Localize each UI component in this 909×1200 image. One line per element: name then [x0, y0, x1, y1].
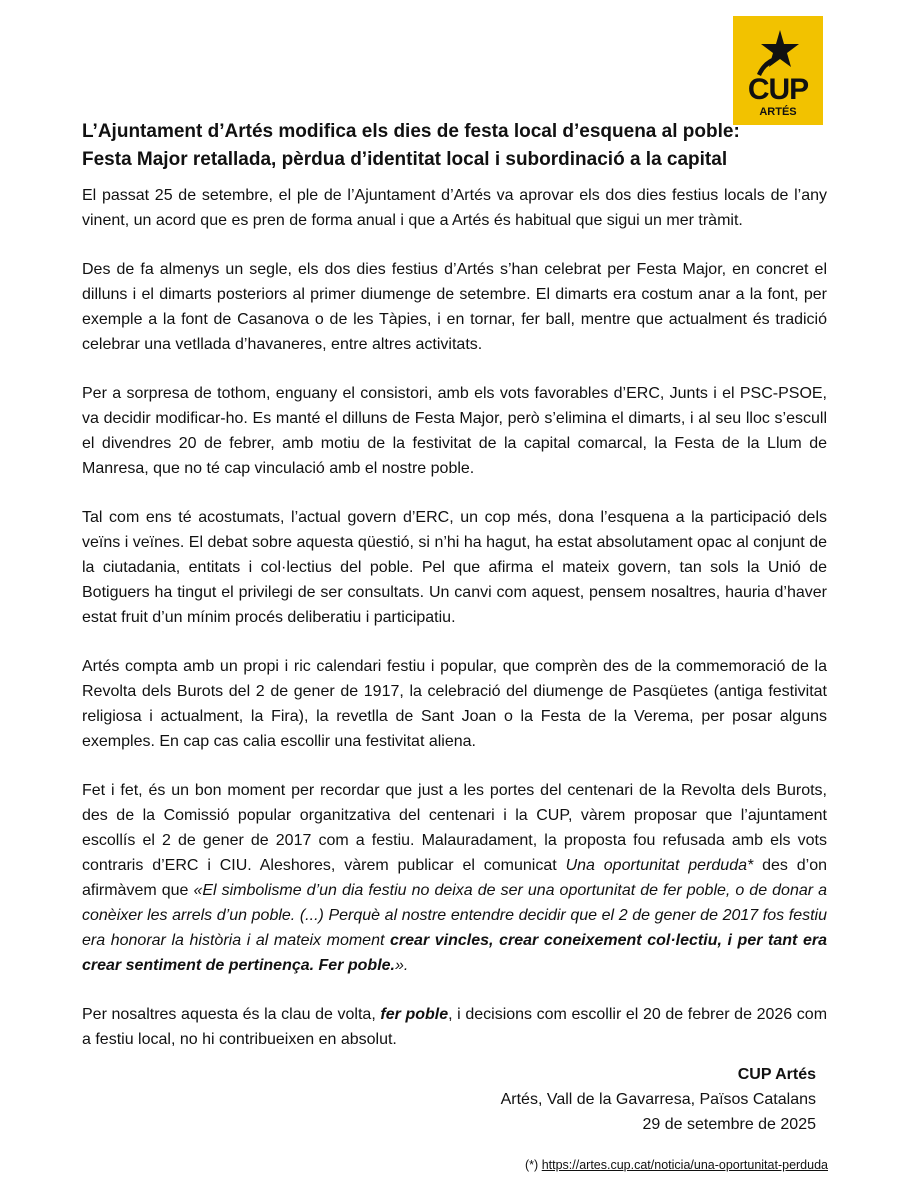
paragraph-6-mid: des d’on afirmàvem que	[82, 857, 828, 899]
cup-star-logo-icon	[733, 16, 823, 125]
paragraph-6-text: Fet i fet, és un bon moment per recordar que just a les portes del centenari de la Revolta dels Burots, des de la Comissió popular organitzativa del centenari i la CUP, vàrem proposar que l’ajuntament escollís el 2 de gener de 2017 com a festiu. Malauradament, la proposta fou refusada amb els vots contraris d’ERC i CIU. Aleshores, vàrem publicar el comunicat	[82, 782, 827, 874]
signature-place: Artés, Vall de la Gavarresa, Països Catalans	[500, 1091, 816, 1108]
paragraph-7-start: Per nosaltres aquesta és la clau de volta,	[82, 1006, 381, 1023]
paragraph-7-emphasis: fer poble	[380, 1006, 449, 1023]
press-release-body	[82, 183, 827, 1052]
paragraph-7	[82, 1002, 827, 1052]
signature-org: CUP Artés	[737, 1066, 816, 1083]
signature-block	[501, 1062, 816, 1137]
press-release-title	[82, 118, 802, 174]
logo-town: ARTÉS	[759, 106, 797, 118]
paragraph-7-end: , i decisions com escollir el 20 de febrer de 2026 com a festiu local, no hi contribueixen en absolut.	[82, 1006, 828, 1048]
paragraph-2: Des de fa almenys un segle, els dos dies festius d’Artés s’han celebrat per Festa Major, en concret el dilluns i el dimarts posteriors al primer diumenge de setembre. El dimarts era costum anar a la font, per exemple a la font de Casanova o de les Tàpies, i en tornar, fer ball, mentre que actualment és tradició celebrar una vetllada d’havaneres, entre altres activitats.	[82, 261, 827, 353]
footnote-link[interactable]: https://artes.cup.cat/noticia/una-oportunitat-perduda	[541, 1158, 828, 1172]
paragraph-6	[82, 778, 827, 978]
logo-word: CUP	[747, 73, 809, 106]
quote-bold-text: crear vincles, crear coneixement col·lectiu, i per tant era crear sentiment de pertinença. Fer poble.	[82, 932, 828, 974]
title-line-2: Festa Major retallada, pèrdua d’identitat local i subordinació a la capital	[82, 149, 728, 170]
footnote-marker: (*)	[525, 1158, 539, 1172]
signature-date: 29 de setembre de 2025	[642, 1116, 816, 1133]
paragraph-1: El passat 25 de setembre, el ple de l’Ajuntament d’Artés va aprovar els dos dies festius locals de l’any vinent, un acord que es pren de forma anual i que a Artés és habitual que sigui un mer tràmit.	[82, 187, 827, 229]
paragraph-4: Tal com ens té acostumats, l’actual govern d’ERC, un cop més, dona l’esquena a la participació dels veïns i veïnes. El debat sobre aquesta qüestió, si n’hi ha hagut, ha estat absolutament opac al conjunt de la ciutadania, entitats i col·lectius del poble. Pel que afirma el mateix govern, tan sols la Unió de Botiguers ha tingut el privilegi de ser consultats. Un canvi com aquest, pensem nosaltres, hauria d’haver estat fruit d’un mínim procés deliberatiu i participatiu.	[82, 509, 827, 626]
paragraph-3: Per a sorpresa de tothom, enguany el consistori, amb els vots favorables d’ERC, Junts i el PSC-PSOE, va decidir modificar-ho. Es manté el dilluns de Festa Major, però s’elimina el dimarts, i al seu lloc s’escull el divendres 20 de febrer, amb motiu de la festivitat de la capital comarcal, la Festa de la Llum de Manresa, que no té cap vinculació amb el nostre poble.	[82, 385, 827, 477]
quote-end: ».	[394, 957, 409, 974]
cup-artes-logo	[733, 16, 823, 125]
cited-communique-title: Una oportunitat perduda*	[565, 857, 754, 874]
paragraph-5: Artés compta amb un propi i ric calendari festiu i popular, que comprèn des de la commemoració de la Revolta dels Burots del 2 de gener de 1917, la celebració del diumenge de Pasqüetes (antiga festivitat religiosa i actualment, la Fira), la revetlla de Sant Joan o la Festa de la Verema, per posar alguns exemples. En cap cas calia escollir una festivitat aliena.	[82, 658, 827, 750]
footnote	[525, 1157, 828, 1173]
title-line-1: L’Ajuntament d’Artés modifica els dies de festa local d’esquena al poble:	[82, 121, 740, 142]
quote-text: «El simbolisme d’un dia festiu no deixa de ser una oportunitat de fer poble, o de donar a conèixer les arrels d’un poble. (...) Perquè al nostre entendre decidir que el 2 de gener de 2017 fos festiu era honorar la història i al mateix moment	[82, 882, 827, 949]
